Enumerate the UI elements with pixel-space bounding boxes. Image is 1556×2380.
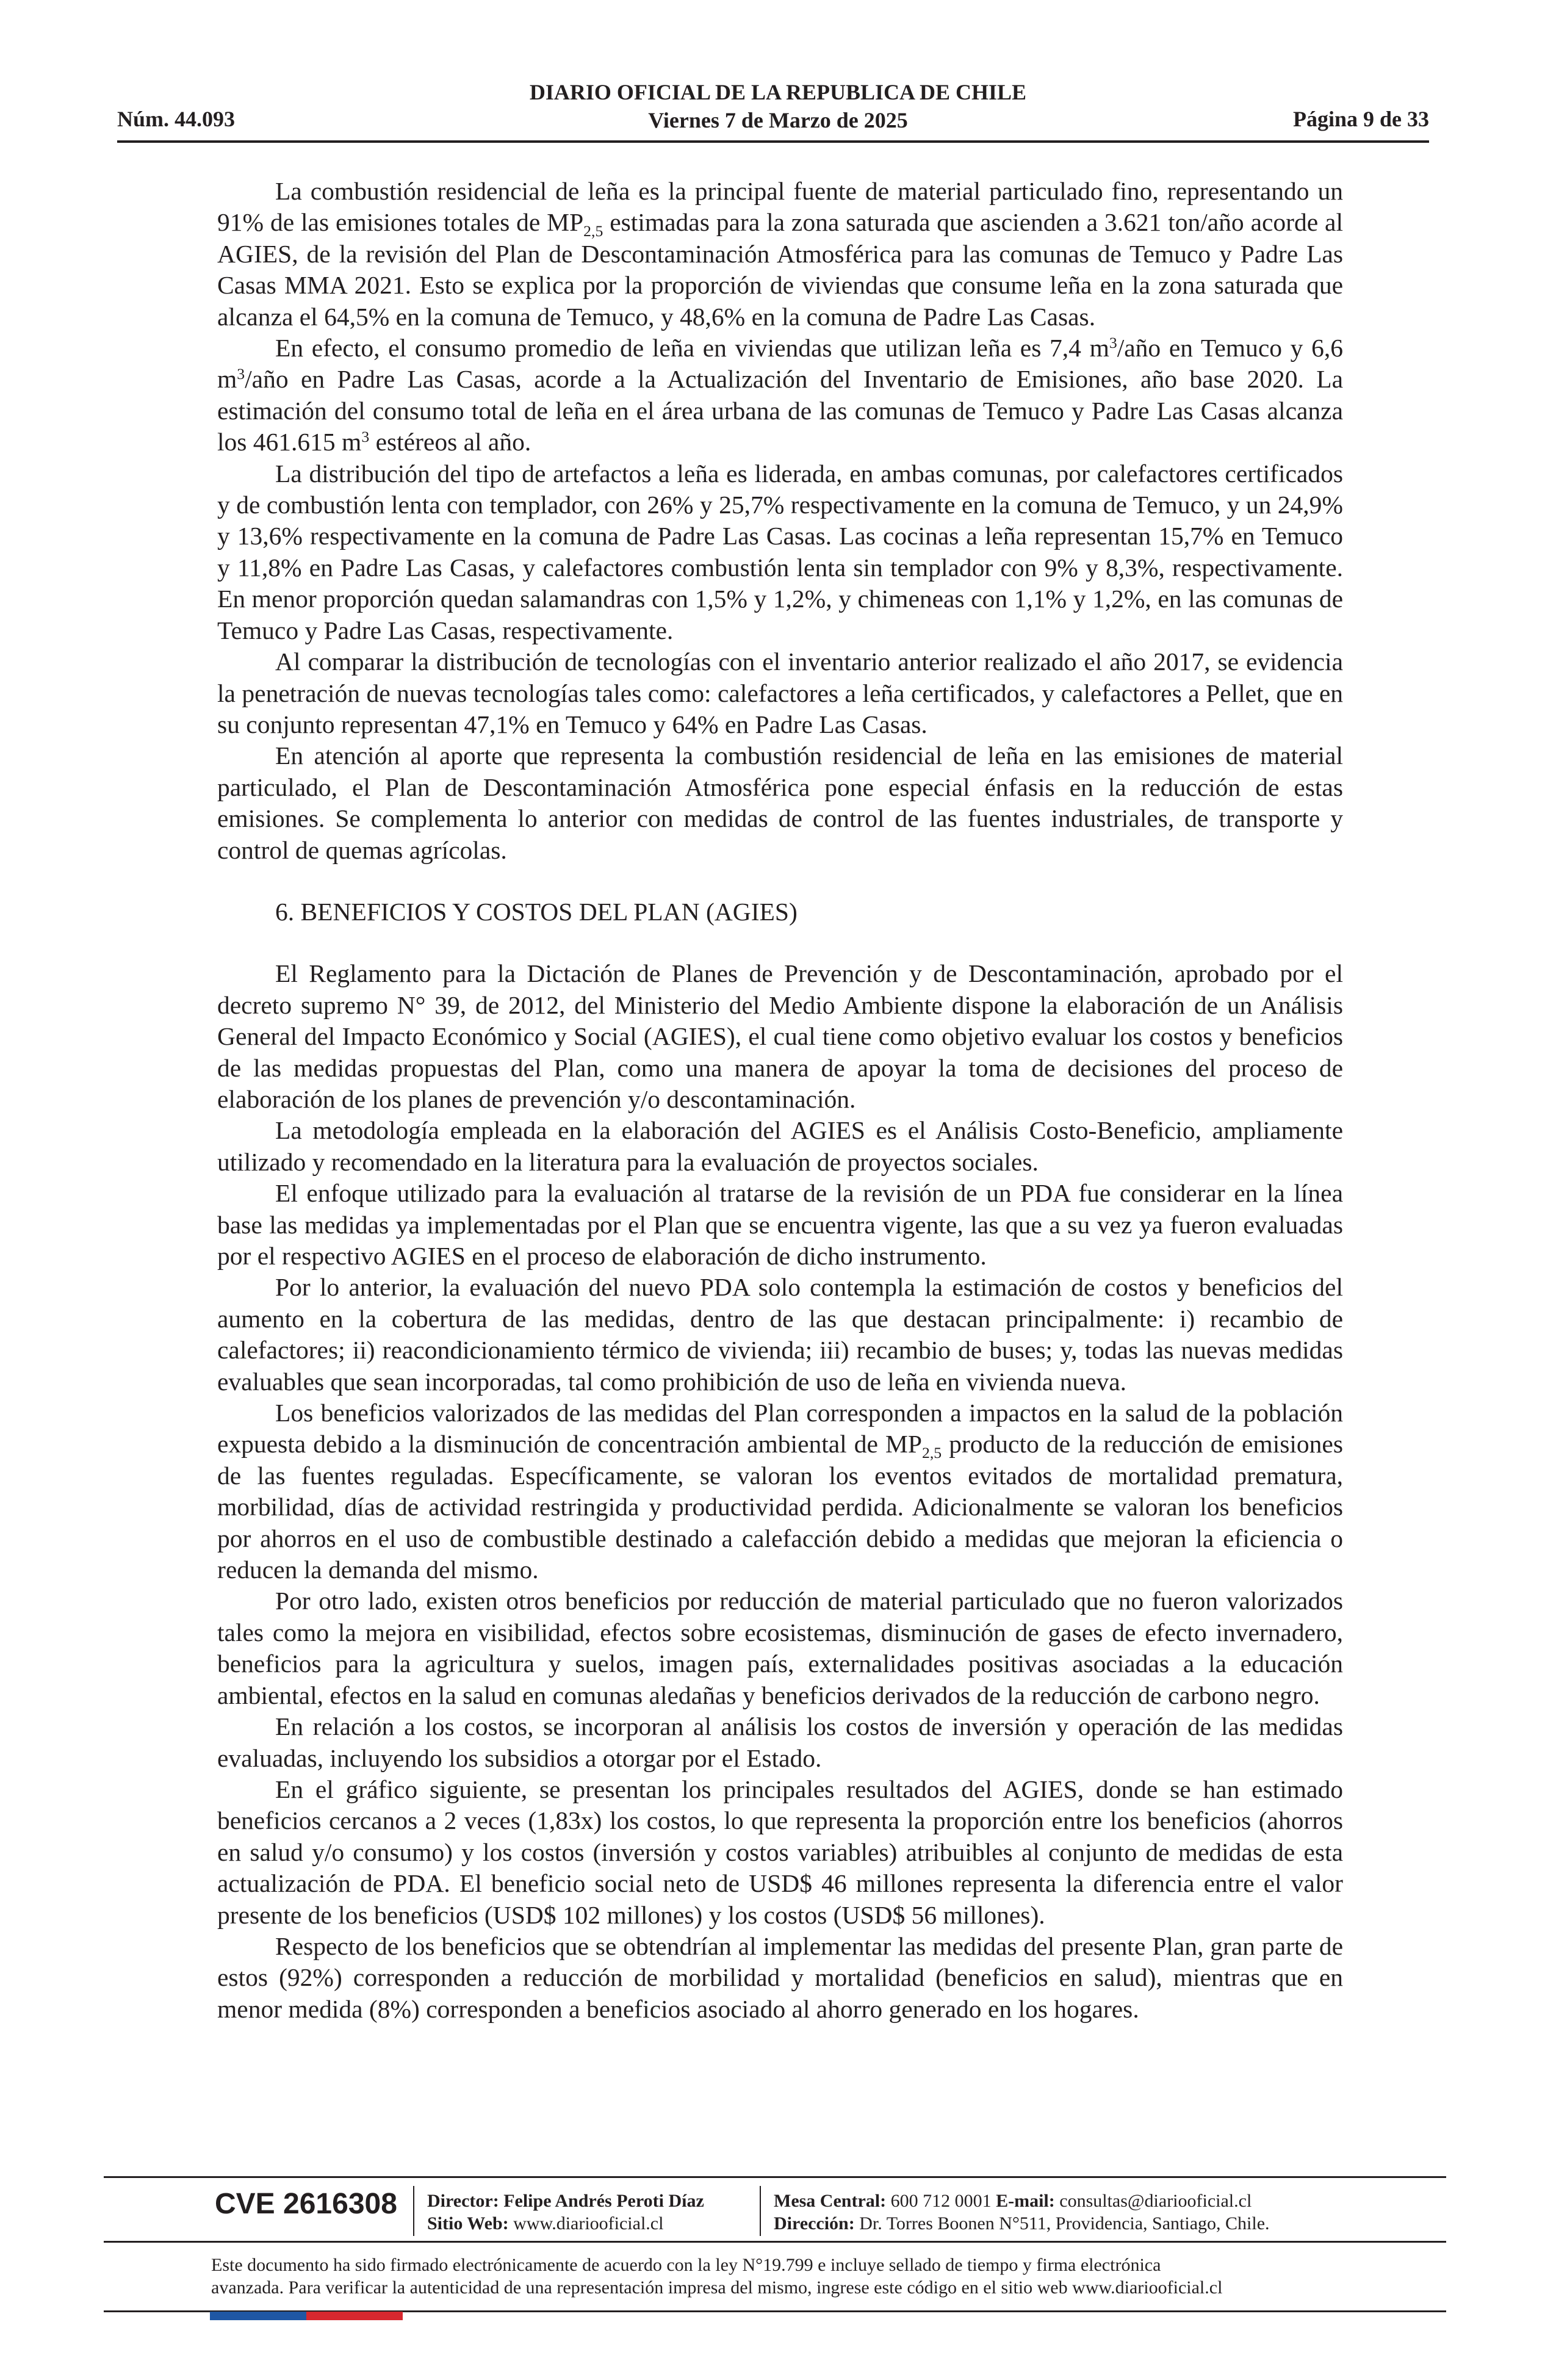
issue-number: Núm. 44.093 [117,107,236,131]
paragraph: Al comparar la distribución de tecnologías con el inventario anterior realizado el año 2017, se evidencia la penetración de nuevas tecnologías tales como: calefactores a leña certificados, y calefactores a Pellet, que en su conjunto representan 47,1% en Temuco y 64% en Padre Las Casas. [217,647,1343,738]
paragraph: El enfoque utilizado para la evaluación al tratarse de la revisión de un PDA fue considerar en la línea base las medidas ya implementadas por el Plan que se encuentra vigente, las que a su vez ya fueron evaluadas por el respectivo AGIES en el proceso de elaboración de dicho instrumento. [217,1179,1343,1270]
footer-divider-top [104,2176,1446,2178]
paragraph: La distribución del tipo de artefactos a leña es liderada, en ambas comunas, por calefactores certificados y de combustión lenta con templador, con 26% y 25,7% respectivamente en la comuna de Temuco, y un 24,9% y 13,6% respectivamente en la comuna de Padre Las Casas. Las cocinas a leña representan 15,7% en Temuco y 11,8% en Padre Las Casas, y calefactores combustión lenta sin templador con 9% y 8,3%, respectivamente. En menor proporción quedan salamandras con 1,5% y 1,2%, y chimeneas con 1,1% y 1,2%, en las comunas de Temuco y Padre Las Casas, respectivamente. [217,459,1343,644]
issue-date: Viernes 7 de Marzo de 2025 [648,108,908,132]
paragraph: En atención al aporte que representa la combustión residencial de leña en las emisiones de material particulado, el Plan de Descontaminación Atmosférica pone especial énfasis en la reducción de estas emisiones. Se complementa lo anterior con medidas de control de las fuentes industriales, de transporte y control de quemas agrícolas. [217,741,1343,864]
header-divider [117,140,1429,143]
footer-contact-block: Mesa Central: 600 712 0001 E-mail: consultas@diariooficial.cl Dirección: Dr. Torres Boonen N°511, Providencia, Santiago, Chile. [774,2191,1270,2234]
paragraph: El Reglamento para la Dictación de Planes de Prevención y de Descontaminación, aprobado por el decreto supremo N° 39, de 2012, del Ministerio del Medio Ambiente dispone la elaboración de un Análisis General del Impacto Económico y Social (AGIES), el cual tiene como objetivo evaluar los costos y beneficios de las medidas propuestas del Plan, como una manera de apoyar la toma de decisiones del proceso de elaboración de los planes de prevención y/o descontaminación. [217,959,1343,1113]
paragraph: En el gráfico siguiente, se presentan los principales resultados del AGIES, donde se han estimado beneficios cercanos a 2 veces (1,83x) los costos, lo que representa la proporción entre los beneficios (ahorros en salud y/o consumo) y los costos (inversión y costos variables) atribuibles al conjunto de medidas de esta actualización de PDA. El beneficio social neto de USD$ 46 millones representa la diferencia entre el valor presente de los beneficios (USD$ 102 millones) y los costos (USD$ 56 millones). [217,1775,1343,1929]
paragraph: En relación a los costos, se incorporan al análisis los costos de inversión y operación de las medidas evaluadas, incluyendo los subsidios a otorgar por el Estado. [217,1712,1343,1772]
flag-stripe-red [306,2312,403,2320]
cve-code: CVE 2616308 [215,2188,397,2220]
email-link[interactable]: consultas@diariooficial.cl [1059,2191,1252,2211]
footer-separator [760,2186,761,2236]
paragraph: Respecto de los beneficios que se obtendrían al implementar las medidas del presente Plan, gran parte de estos (92%) corresponden a reducción de morbilidad y mortalidad (beneficios en salud), mientras que en menor medida (8%) corresponden a beneficios asociado al ahorro generado en los hogares. [217,1931,1343,2023]
section-heading: 6. BENEFICIOS Y COSTOS DEL PLAN (AGIES) [275,897,798,926]
website-link[interactable]: www.diariooficial.cl [513,2213,664,2234]
paragraph: La combustión residencial de leña es la principal fuente de material particulado fino, representando un 91% de las emisiones totales de $MP_{2,5}$ estimadas para la zona saturada que ascienden a 3.621 ton/año acorde al AGIES, de la revisión del Plan de Descontaminación Atmosférica para las comunas de Temuco y Padre Las Casas MMA 2021. Esto se explica por la proporción de viviendas que consume leña en la zona saturada que alcanza el 64,5% en la comuna de Temuco, y 48,6% en la comuna de Padre Las Casas. [217,177,1343,331]
page-number: Página 9 de 33 [1292,107,1429,131]
signature-disclaimer: Este documento ha sido firmado electrónicamente de acuerdo con la ley N°19.799 e incluye sellado de tiempo y firma electrónica avanzada. Para verificar la autenticidad de una representación impresa del mismo, ingrese este código en el sitio web www.diariooficial.cl [211,2255,1223,2298]
flag-stripe-blue [210,2312,306,2320]
newspaper-title: DIARIO OFICIAL DE LA REPUBLICA DE CHILE [529,80,1027,104]
footer-divider-middle [104,2241,1446,2243]
paragraph: Los beneficios valorizados de las medidas del Plan corresponden a impactos en la salud de la población expuesta debido a la disminución de concentración ambiental de $MP_{2,5}$ producto de la reducción de emisiones de las fuentes reguladas. Específicamente, se valoran los eventos evitados de mortalidad prematura, morbilidad, días de actividad restringida y productividad perdida. Adicionalmente se valoran los beneficios por ahorros en el uso de combustible destinado a calefacción debido a medidas que mejoran la eficiencia o reducen la demanda del mismo. [217,1399,1343,1584]
paragraph: Por lo anterior, la evaluación del nuevo PDA solo contempla la estimación de costos y beneficios del aumento en la cobertura de las medidas, dentro de las que destacan principalmente: i) recambio de calefactores; ii) reacondicionamiento térmico de vivienda; iii) recambio de buses; y, todas las nuevas medidas evaluables que sean incorporadas, tal como prohibición de uso de leña en vivienda nueva. [217,1273,1343,1396]
document-body [217,176,1343,2025]
paragraph: Por otro lado, existen otros beneficios por reducción de material particulado que no fueron valorizados tales como la mejora en visibilidad, efectos sobre ecosistemas, disminución de gases de efecto invernadero, beneficios para la agricultura y suelos, imagen país, externalidades positivas asociadas a la educación ambiental, efectos en la salud en comunas aledañas y beneficios derivados de la reducción de carbono negro. [217,1587,1343,1709]
footer-separator [413,2186,414,2236]
paragraph: En efecto, el consumo promedio de leña en viviendas que utilizan leña es 7,4 $m^3$/año en Temuco y 6,6 $m^3$/año en Padre Las Casas, acorde a la Actualización del Inventario de Emisiones, año base 2020. La estimación del consumo total de leña en el área urbana de las comunas de Temuco y Padre Las Casas alcanza los 461.615 $m^3$ estéreos al año. [217,333,1343,456]
footer-director-block: Director: Felipe Andrés Peroti Díaz Sitio Web: www.diariooficial.cl [427,2191,704,2234]
paragraph: La metodología empleada en la elaboración del AGIES es el Análisis Costo-Beneficio, ampliamente utilizado y recomendado en la literatura para la evaluación de proyectos sociales. [217,1116,1343,1176]
